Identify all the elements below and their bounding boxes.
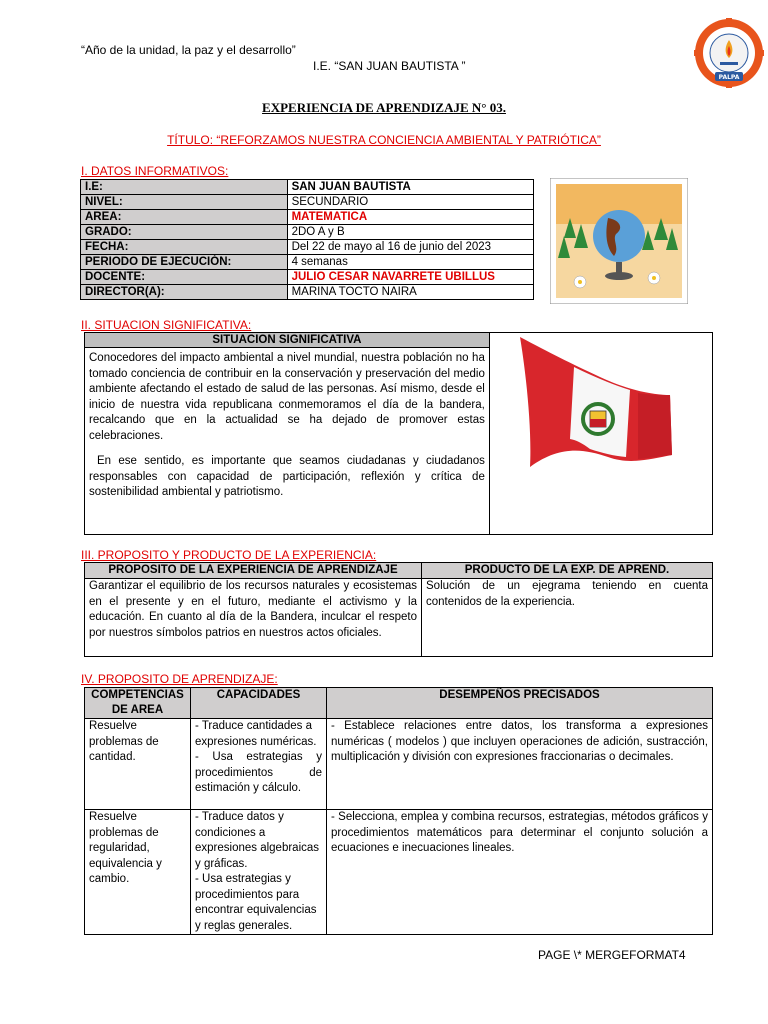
section-datos-informativos: I. DATOS INFORMATIVOS: [81,164,229,178]
producto-text: Solución de un ejegrama teniendo en cuenta contenidos de la experiencia. [422,579,713,657]
info-label: PERIODO DE EJECUCIÓN: [81,255,288,270]
info-value: MARINA TOCTO NAIRA [287,285,533,300]
situacion-table [84,332,713,535]
info-label: DIRECTOR(A): [81,285,288,300]
page-footer: PAGE \* MERGEFORMAT4 [538,948,686,962]
table-row [85,810,713,935]
table-row [85,719,713,810]
situacion-paragraph: Conocedores del impacto ambiental a nivel mundial, nuestra población no ha tomado conciencia de contribuir en la conservación y preservación del medio ambiente afectando el estado de salud de las personas. Así mismo, desde el inicio de nuestra vida republicana conmemoramos el día de la bandera, recalcando que en la actualidad se ha dejado de promover estas celebraciones. [89,352,485,442]
info-value: JULIO CESAR NAVARRETE UBILLUS [287,270,533,285]
desempeno-cell: - Establece relaciones entre datos, los transforma a expresiones numéricas ( modelos ) que incluyen operaciones de adición, sustracción, multiplicación y división con expresiones fraccionarias o decimales. [327,719,713,810]
info-label: DOCENTE: [81,270,288,285]
aprendizaje-table [84,687,713,935]
situacion-content [85,348,490,535]
capacidad-item: - Usa estrategias y procedimientos de estimación y cálculo. [195,751,322,794]
capacidades-header: CAPACIDADES [191,688,327,719]
peru-flag-icon [490,333,710,531]
capacidad-cell [191,810,327,935]
proposito-table [84,562,713,657]
info-value: MATEMATICA [287,210,533,225]
info-table [80,179,534,300]
info-label: FECHA: [81,240,288,255]
info-row [81,270,534,285]
desempenos-header: DESEMPEÑOS PRECISADOS [327,688,713,719]
info-label: AREA: [81,210,288,225]
ugel-logo-icon [694,18,764,88]
desempeno-cell: - Selecciona, emplea y combina recursos, estrategias, métodos gráficos y procedimientos matemáticos para determinar el conjunto solución a ecuaciones e inecuaciones lineales. [327,810,713,935]
info-row [81,240,534,255]
info-row [81,180,534,195]
document-title: EXPERIENCIA DE APRENDIZAJE N° 03. [262,100,506,115]
competencia-cell: Resuelve problemas de regularidad, equivalencia y cambio. [85,810,191,935]
school-name: I.E. “SAN JUAN BAUTISTA ” [313,59,466,73]
info-label: I.E: [81,180,288,195]
capacidad-cell [191,719,327,810]
svg-text:PALPA: PALPA [718,74,740,81]
info-label: GRADO: [81,225,288,240]
producto-header: PRODUCTO DE LA EXP. DE APREND. [422,563,713,579]
situacion-paragraph: En ese sentido, es importante que seamos ciudadanas y ciudadanos responsables con capacidad de participación, reflexión y crítica de sostenibilidad ambiental y patriotismo. [89,455,485,498]
capacidad-item: - Traduce datos y condiciones a expresiones algebraicas y gráficas. [195,811,320,870]
globe-illustration-icon [550,178,688,304]
motto: “Año de la unidad, la paz y el desarrollo” [81,43,296,57]
flag-cell [489,333,712,535]
info-row [81,255,534,270]
situacion-header: SITUACION SIGNIFICATIVA [85,333,490,348]
info-row [81,285,534,300]
info-value: SECUNDARIO [287,195,533,210]
capacidad-item: - Usa estrategias y procedimientos para encontrar equivalencias y reglas generales. [195,873,317,932]
info-row [81,210,534,225]
competencia-cell: Resuelve problemas de cantidad. [85,719,191,810]
info-value: 2DO A y B [287,225,533,240]
section-situacion-significativa: II. SITUACION SIGNIFICATIVA: [81,318,252,332]
experience-subtitle: TÍTULO: “REFORZAMOS NUESTRA CONCIENCIA AMBIENTAL Y PATRIÓTICA” [167,133,601,147]
proposito-header: PROPOSITO DE LA EXPERIENCIA DE APRENDIZAJE [85,563,422,579]
info-value: SAN JUAN BAUTISTA [287,180,533,195]
competencias-header: COMPETENCIAS DE AREA [85,688,191,719]
section-proposito-producto: III. PROPOSITO Y PRODUCTO DE LA EXPERIENCIA: [81,548,377,562]
proposito-text: Garantizar el equilibrio de los recursos naturales y ecosistemas en el presente y en el futuro, mediante el activismo y la educación. En cuanto al día de la Bandera, inculcar el respeto por nuestros símbolos patrios en nuestros actos oficiales. [85,579,422,657]
info-value: Del 22 de mayo al 16 de junio del 2023 [287,240,533,255]
capacidad-item: - Traduce cantidades a expresiones numéricas. [195,720,317,748]
info-label: NIVEL: [81,195,288,210]
info-value: 4 semanas [287,255,533,270]
info-row [81,225,534,240]
info-row [81,195,534,210]
section-proposito-aprendizaje: IV. PROPOSITO DE APRENDIZAJE: [81,672,278,686]
